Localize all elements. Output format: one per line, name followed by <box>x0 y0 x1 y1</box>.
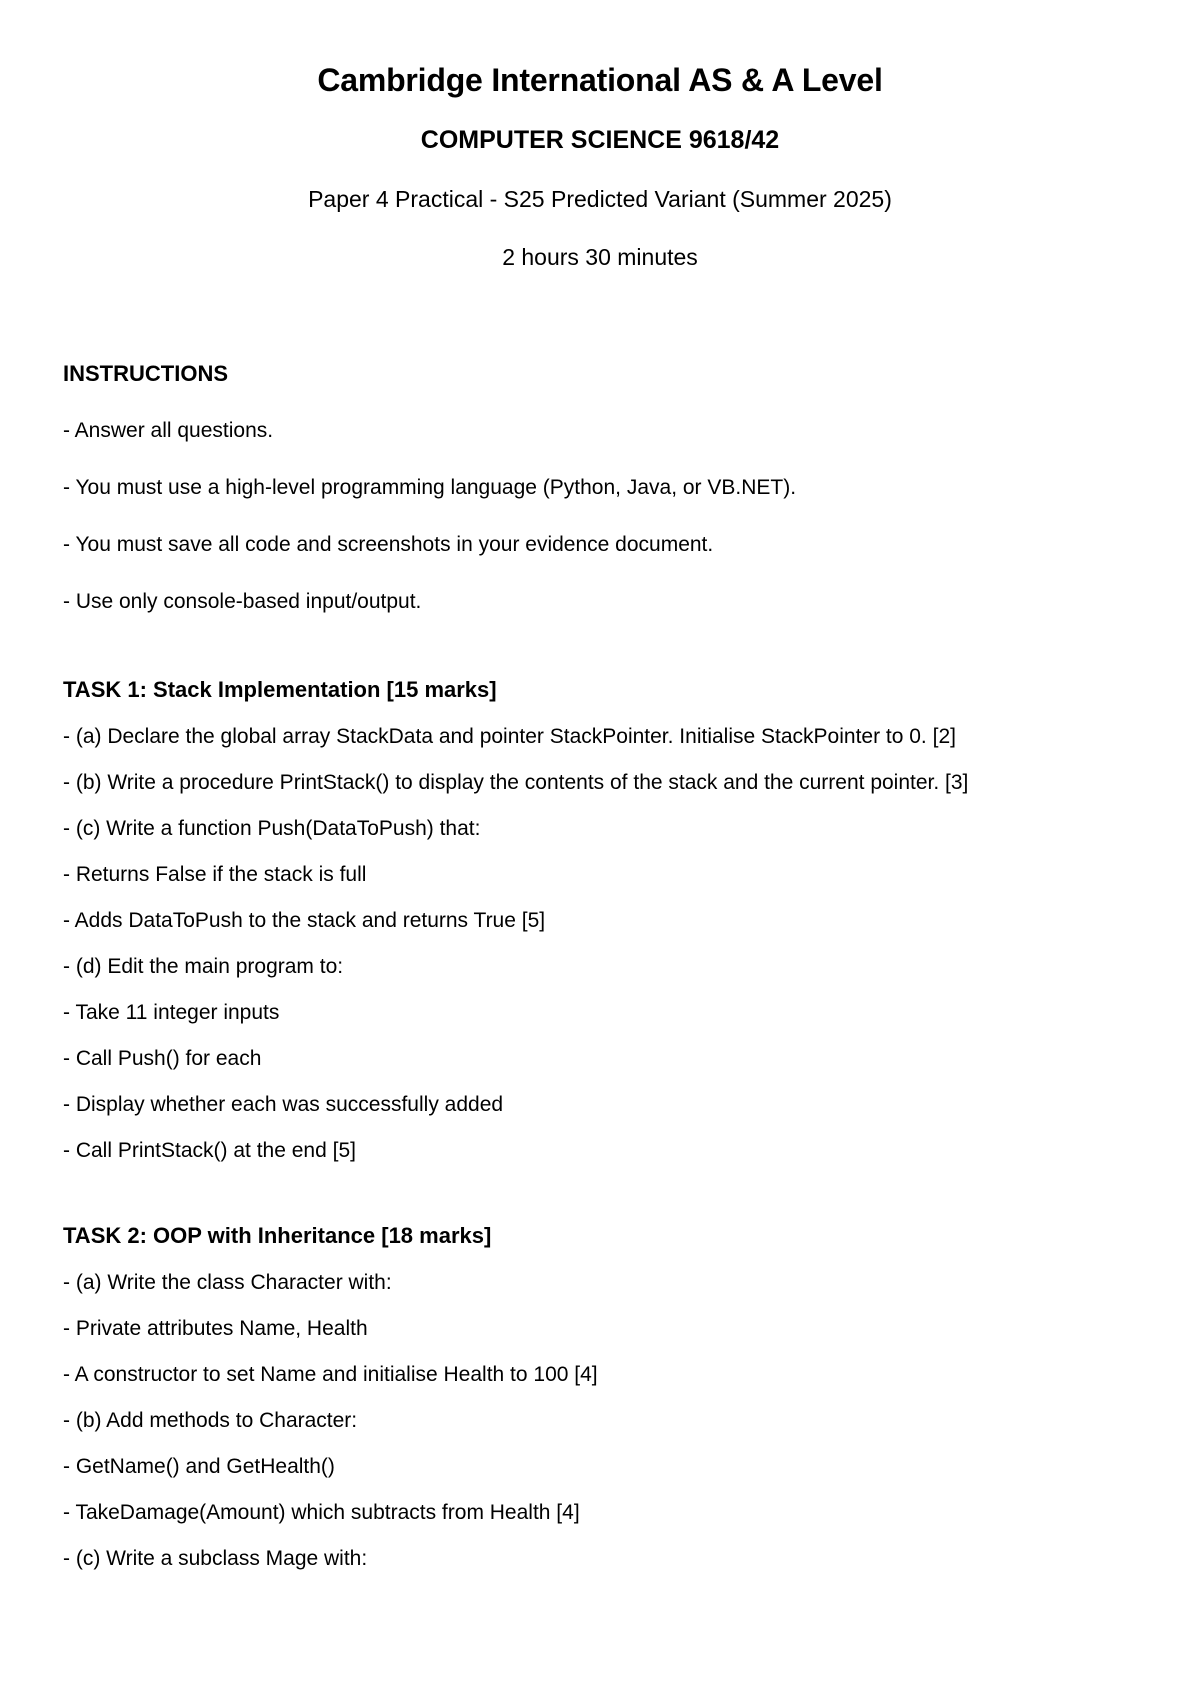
task1-item: - (b) Write a procedure PrintStack() to display the contents of the stack and the current pointer. [3] <box>63 771 969 794</box>
instruction-item: - You must use a high-level programming language (Python, Java, or VB.NET). <box>63 476 797 499</box>
instructions-section <box>63 360 1163 646</box>
instruction-item: - You must save all code and screenshots in your evidence document. <box>63 533 714 556</box>
paper-info: Paper 4 Practical - S25 Predicted Variant (Summer 2025) <box>308 186 892 212</box>
task2-heading: TASK 2: OOP with Inheritance [18 marks] <box>63 1223 492 1248</box>
task2-item: - A constructor to set Name and initialise Health to 100 [4] <box>63 1363 598 1386</box>
task2-item: - GetName() and GetHealth() <box>63 1455 335 1478</box>
subject-title: COMPUTER SCIENCE 9618/42 <box>420 126 780 154</box>
task2-item: - (c) Write a subclass Mage with: <box>63 1547 368 1570</box>
task1-item: - (d) Edit the main program to: <box>63 955 344 978</box>
document-title: Cambridge International AS & A Level <box>317 62 883 98</box>
task1-item: - (c) Write a function Push(DataToPush) that: <box>63 817 481 840</box>
instruction-item: - Use only console-based input/output. <box>63 590 422 613</box>
task1-item: - Display whether each was successfully added <box>63 1093 504 1116</box>
task1-item: - (a) Declare the global array StackData and pointer StackPointer. Initialise StackPointer to 0. [2] <box>63 725 956 748</box>
task1-item: - Call PrintStack() at the end [5] <box>63 1139 356 1162</box>
task1-section <box>63 676 1163 1184</box>
task1-item: - Call Push() for each <box>63 1047 262 1070</box>
exam-duration: 2 hours 30 minutes <box>502 244 698 270</box>
task2-section <box>63 1222 1163 1592</box>
task1-heading: TASK 1: Stack Implementation [15 marks] <box>63 677 497 702</box>
task1-item: - Adds DataToPush to the stack and returns True [5] <box>63 909 546 932</box>
task2-item: - TakeDamage(Amount) which subtracts from Health [4] <box>63 1501 580 1524</box>
task2-item: - (b) Add methods to Character: <box>63 1409 358 1432</box>
instruction-item: - Answer all questions. <box>63 419 274 442</box>
task1-item: - Returns False if the stack is full <box>63 863 367 886</box>
instructions-heading: INSTRUCTIONS <box>63 361 228 386</box>
task2-item: - Private attributes Name, Health <box>63 1317 368 1340</box>
task2-item: - (a) Write the class Character with: <box>63 1271 392 1294</box>
task1-item: - Take 11 integer inputs <box>63 1001 280 1024</box>
